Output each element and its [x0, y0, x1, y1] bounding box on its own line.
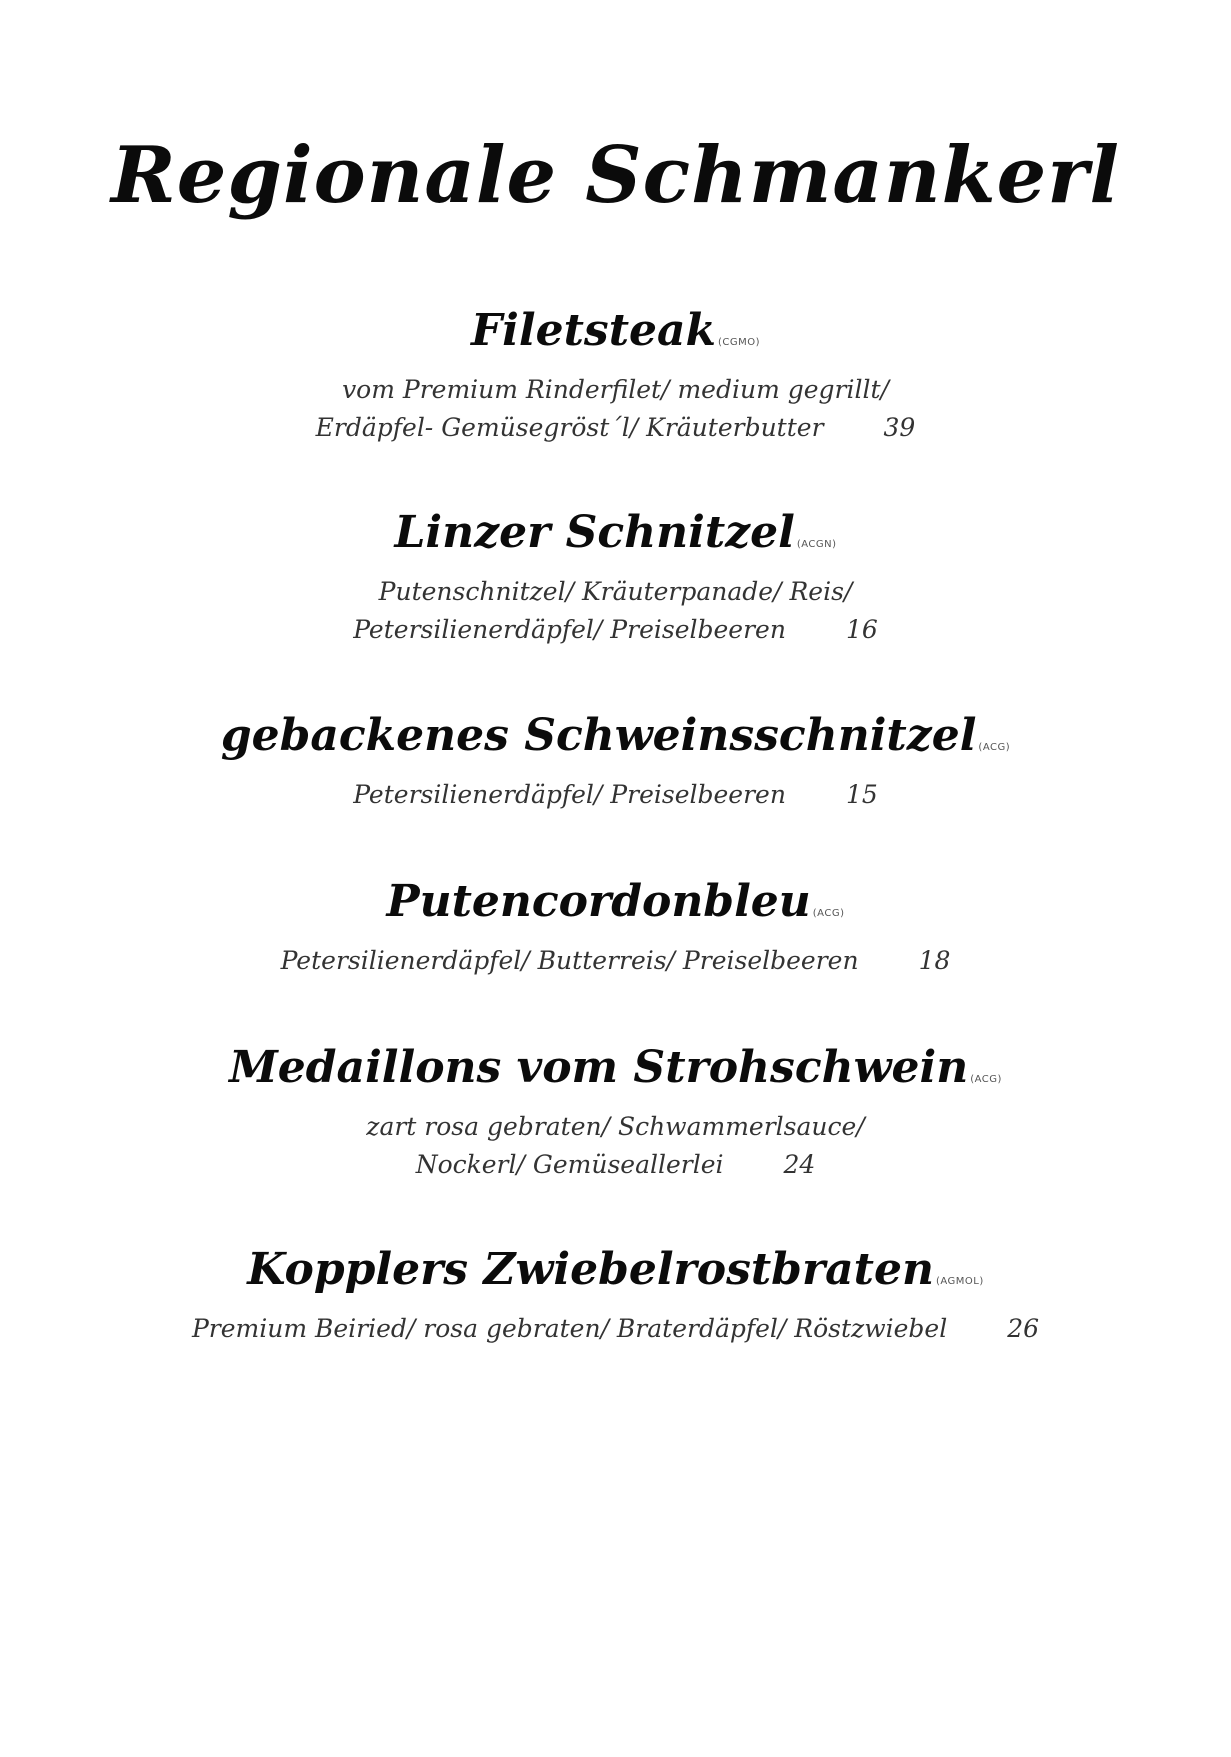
page-title: Regionale Schmankerl [110, 130, 1120, 221]
dish-price: 16 [845, 615, 878, 644]
allergen-codes: (ACG) [812, 908, 845, 919]
dish-name [0, 708, 1231, 776]
dish-description-text: Petersilienerdäpfel/ Butterreis/ Preiselbeeren [280, 946, 859, 975]
allergen-codes: (AGMOL) [935, 1276, 984, 1287]
dish-title: Medaillons vom Strohschwein [229, 1042, 969, 1093]
dish-linzer-schnitzel [0, 505, 1231, 649]
dish-description-line-with-price [0, 1146, 1231, 1184]
dish-title: Filetsteak [470, 305, 717, 356]
dish-name [0, 303, 1231, 371]
dish-kopplers-zwiebelrostbraten [0, 1242, 1231, 1348]
dish-price: 15 [845, 780, 878, 809]
dish-description-line: zart rosa gebraten/ Schwammerlsauce/ [366, 1112, 865, 1141]
dish-description-line-with-price [0, 942, 1231, 980]
dish-filetsteak [0, 303, 1231, 447]
dish-title: Putencordonbleu [386, 876, 811, 927]
dish-description-text: Erdäpfel- Gemüsegröst´l/ Kräuterbutter [315, 413, 824, 442]
allergen-codes: (ACG) [978, 742, 1011, 753]
allergen-codes: (ACGN) [796, 539, 837, 550]
dish-name [0, 1040, 1231, 1108]
dish-gebackenes-schweinsschnitzel [0, 708, 1231, 814]
dish-price: 24 [783, 1150, 816, 1179]
dish-description-line-with-price [0, 776, 1231, 814]
dish-description-line-with-price [0, 1310, 1231, 1348]
dish-description-text: Petersilienerdäpfel/ Preiselbeeren [353, 615, 786, 644]
dish-name [0, 505, 1231, 573]
dish-description-text: Nockerl/ Gemüseallerlei [415, 1150, 724, 1179]
dish-description-line-with-price [0, 409, 1231, 447]
dish-price: 26 [1007, 1314, 1039, 1343]
dish-title: Linzer Schnitzel [394, 507, 795, 558]
dish-price: 18 [918, 946, 951, 975]
dish-price: 39 [883, 413, 916, 442]
dish-description-line: Putenschnitzel/ Kräuterpanade/ Reis/ [378, 577, 853, 606]
dish-putencordonbleu [0, 874, 1231, 980]
allergen-codes: (ACG) [970, 1074, 1002, 1085]
dish-description-line-with-price [0, 611, 1231, 649]
dish-title: Kopplers Zwiebelrostbraten [247, 1244, 934, 1295]
dish-medaillons-vom-strohschwein [0, 1040, 1231, 1184]
allergen-codes: (CGMO) [718, 337, 761, 348]
dish-description-text: Petersilienerdäpfel/ Preiselbeeren [353, 780, 786, 809]
dish-name [0, 874, 1231, 942]
dish-title: gebackenes Schweinsschnitzel [220, 710, 977, 761]
dish-description-text: Premium Beiried/ rosa gebraten/ Braterdäpfel/ Röstzwiebel [191, 1314, 948, 1343]
dish-description-line: vom Premium Rinderfilet/ medium gegrillt/ [342, 375, 889, 404]
dish-name [0, 1242, 1231, 1310]
